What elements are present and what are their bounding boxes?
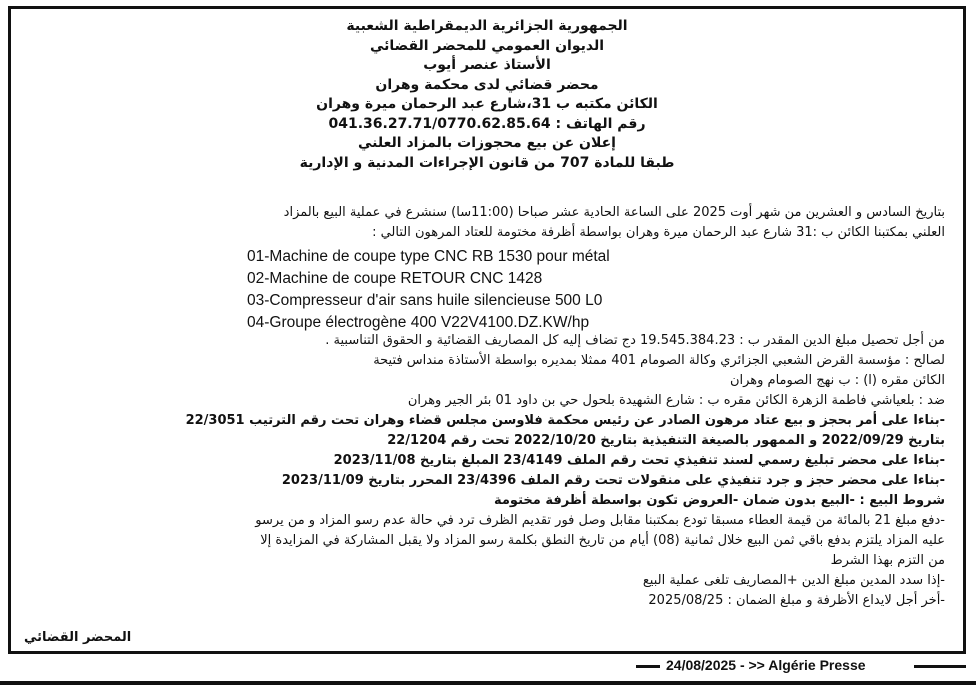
header-line-legal-basis: طبقا للمادة 707 من قانون الإجراءات المدنية و الإدارية <box>299 154 675 171</box>
body-line-sale-conditions: شروط البيع : -البيع بدون ضمان -العروض تكون بواسطة أظرفة مختومة <box>493 493 945 508</box>
body-line-order-date: بتاريخ 2022/09/29 و الممهور بالصيغة التنفيذية بتاريخ 2022/10/20 تحت رقم 22/1204 <box>387 433 945 448</box>
bottom-divider <box>0 681 976 685</box>
list-item: 01-Machine de coupe type CNC RB 1530 pour métal <box>247 248 610 265</box>
header-line-republic: الجمهورية الجزائرية الديمقراطية الشعبية <box>346 18 628 34</box>
header-line-office: الديوان العمومي للمحضر القضائي <box>369 37 605 54</box>
list-item: 03-Compresseur d'air sans huile silencieuse 500 L0 <box>247 292 603 309</box>
body-line-beneficiary-address: الكائن مقره (ا) : ب نهج الصومام وهران <box>729 373 945 388</box>
notice-header <box>11 17 963 173</box>
intro-line-2: العلني بمكتبنا الكائن ب :31 شارع عبد الرحمان ميرة وهران بواسطة أظرفة مختومة للعتاد المرهون التالي : <box>372 225 945 240</box>
source-line <box>636 655 966 677</box>
bailiff-signature-label: المحضر القضائي <box>24 630 132 645</box>
seized-items-list <box>247 246 610 334</box>
header-line-phone: رقم الهاتف : 041.36.27.71/0770.62.85.64 <box>328 115 646 132</box>
body-line-deposit: -دفع مبلغ 21 بالمائة من قيمة العطاء مسبقا تودع بمكتبنا مقابل وصل فور تقديم الظرف ترد في حالة عدم رسو المزاد و من يرسو <box>255 513 945 528</box>
body-line-condition: من التزم بهذا الشرط <box>830 553 945 568</box>
body-line-against: ضد : بلعياشي فاطمة الزهرة الكائن مقره ب : شارع الشهيدة بلحول حي بن داود 01 بئر الجير وهران <box>407 393 945 408</box>
header-line-address: الكائن مكتبه ب 31،شارع عبد الرحمان ميرة وهران <box>316 96 658 112</box>
body-line-beneficiary: لصالح : مؤسسة القرض الشعبي الجزائري وكالة الصومام 401 ممثلا بمديره بواسطة الأستاذة منداس فتيحة <box>373 353 945 368</box>
body-line-cancellation: -إذا سدد المدين مبلغ الدين +المصاريف تلغى عملية البيع <box>642 573 945 588</box>
body-line-notification: -بناءا على محضر تبليغ رسمي لسند تنفيذي تحت رقم الملف 23/4149 المبلغ بتاريخ 2023/11/08 <box>333 453 945 468</box>
list-item: 02-Machine de coupe RETOUR CNC 1428 <box>247 270 543 287</box>
notice-frame <box>8 6 966 654</box>
source-rule-right <box>914 665 966 668</box>
body-line-deadline: -أخر أجل لايداع الأظرفة و مبلغ الضمان : 2025/08/25 <box>648 593 945 608</box>
intro-line-1: بتاريخ السادس و العشرين من شهر أوت 2025 على الساعة الحادية عشر صباحا (11:00سا) سنشرع في عملية البيع بالمزاد <box>283 205 945 220</box>
header-line-announcement: إعلان عن بيع محجوزات بالمزاد العلني <box>358 135 616 151</box>
source-credit: 24/08/2025 - >> Algérie Presse <box>666 657 866 673</box>
header-line-bailiff-name: الأستاذ عنصر أيوب <box>423 57 551 73</box>
body-line-amount: من أجل تحصيل مبلغ الدين المقدر ب : 19.545.384.23 دج تضاف إليه كل المصاريف القضائية و الحقوق التناسبية . <box>325 333 945 348</box>
header-line-court: محضر قضائي لدى محكمة وهران <box>375 76 599 93</box>
body-line-seizure: -بناءا على محضر حجز و جرد تنفيذي على منقولات تحت رقم الملف 23/4396 المحرر بتاريخ 2023/11/09 <box>281 473 945 488</box>
body-line-payment: عليه المزاد يلتزم بدفع باقي ثمن البيع خلال ثمانية (08) أيام من تاريخ النطق بكلمة رسو المزاد ولا يقبل المشاركة في المزايدة إلا <box>260 533 945 548</box>
source-rule-left <box>636 665 660 668</box>
body-line-order: -بناءا على أمر بحجز و بيع عتاد مرهون الصادر عن رئيس محكمة فلاوسن مجلس قضاء وهران تحت رقم الترتيب 22/3051 <box>185 413 945 428</box>
list-item: 04-Groupe électrogène 400 V22V4100.DZ.KW/hp <box>247 314 590 331</box>
